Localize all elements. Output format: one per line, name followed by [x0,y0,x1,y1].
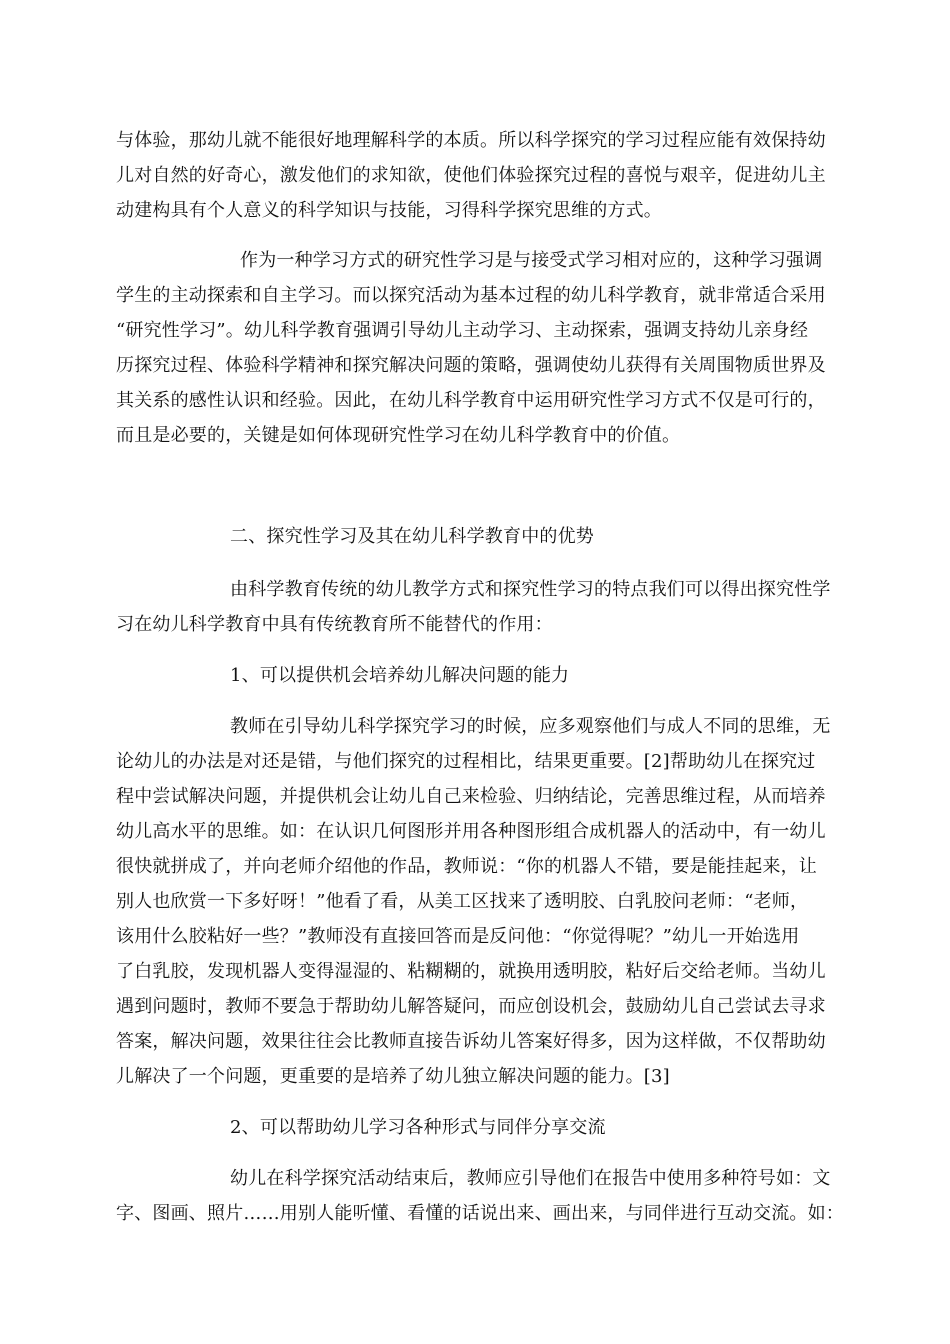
text-line: 幼儿高水平的思维。如：在认识几何图形并用各种图形组合成机器人的活动中，有一幼儿 [116,821,826,842]
text-line: 动建构具有个人意义的科学知识与技能，习得科学探究思维的方式。 [116,200,662,221]
text-line: 别人也欣赏一下多好呀！”他看了看，从美工区找来了透明胶、白乳胶问老师：“老师， [116,891,809,912]
subheading-1: 1、可以提供机会培养幼儿解决问题的能力 [230,665,570,686]
text-line: 论幼儿的办法是对还是错，与他们探究的过程相比，结果更重要。[2]帮助幼儿在探究过 [116,751,816,772]
text-line: 该用什么胶粘好一些？”教师没有直接回答而是反问他：“你觉得呢？”幼儿一开始选用 [116,926,800,947]
subheading-2: 2、可以帮助幼儿学习各种形式与同伴分享交流 [230,1117,606,1138]
text-line: 幼儿在科学探究活动结束后，教师应引导他们在报告中使用多种符号如：文 [230,1168,831,1189]
text-line: 而且是必要的，关键是如何体现研究性学习在幼儿科学教育中的价值。 [116,425,681,446]
text-line: 了白乳胶，发现机器人变得湿湿的、粘糊糊的，就换用透明胶，粘好后交给老师。当幼儿 [116,961,826,982]
text-line: 很快就拼成了，并向老师介绍他的作品，教师说：“你的机器人不错，要是能挂起来，让 [116,856,817,877]
text-line: 儿对自然的好奇心，激发他们的求知欲，使他们体验探究过程的喜悦与艰辛，促进幼儿主 [116,165,826,186]
text-line: 答案，解决问题，效果往往会比教师直接告诉幼儿答案好得多，因为这样做，不仅帮助幼 [116,1031,826,1052]
text-line: 学生的主动探索和自主学习。而以探究活动为基本过程的幼儿科学教育，就非常适合采用 [116,285,826,306]
text-line: 与体验，那幼儿就不能很好地理解科学的本质。所以科学探究的学习过程应能有效保持幼 [116,130,826,151]
text-line: 习在幼儿科学教育中具有传统教育所不能替代的作用： [116,614,553,635]
text-line: 作为一种学习方式的研究性学习是与接受式学习相对应的，这种学习强调 [240,250,823,271]
text-line: 教师在引导幼儿科学探究学习的时候，应多观察他们与成人不同的思维，无 [230,716,831,737]
text-line: 字、图画、照片……用别人能听懂、看懂的话说出来、画出来，与同伴进行互动交流。如： [116,1203,844,1224]
text-line: 其关系的感性认识和经验。因此，在幼儿科学教育中运用研究性学习方式不仅是可行的， [116,390,826,411]
text-line: 由科学教育传统的幼儿教学方式和探究性学习的特点我们可以得出探究性学 [230,579,831,600]
section-heading: 二、探究性学习及其在幼儿科学教育中的优势 [230,526,594,547]
text-line: 遇到问题时，教师不要急于帮助幼儿解答疑问，而应创设机会，鼓励幼儿自己尝试去寻求 [116,996,826,1017]
text-line: 历探究过程、体验科学精神和探究解决问题的策略，强调使幼儿获得有关周围物质世界及 [116,355,826,376]
text-line: 程中尝试解决问题，并提供机会让幼儿自己来检验、归纳结论，完善思维过程，从而培养 [116,786,826,807]
text-line: 儿解决了一个问题，更重要的是培养了幼儿独立解决问题的能力。[3] [116,1066,670,1087]
text-line: “研究性学习”。幼儿科学教育强调引导幼儿主动学习、主动探索，强调支持幼儿亲身经 [116,320,809,341]
